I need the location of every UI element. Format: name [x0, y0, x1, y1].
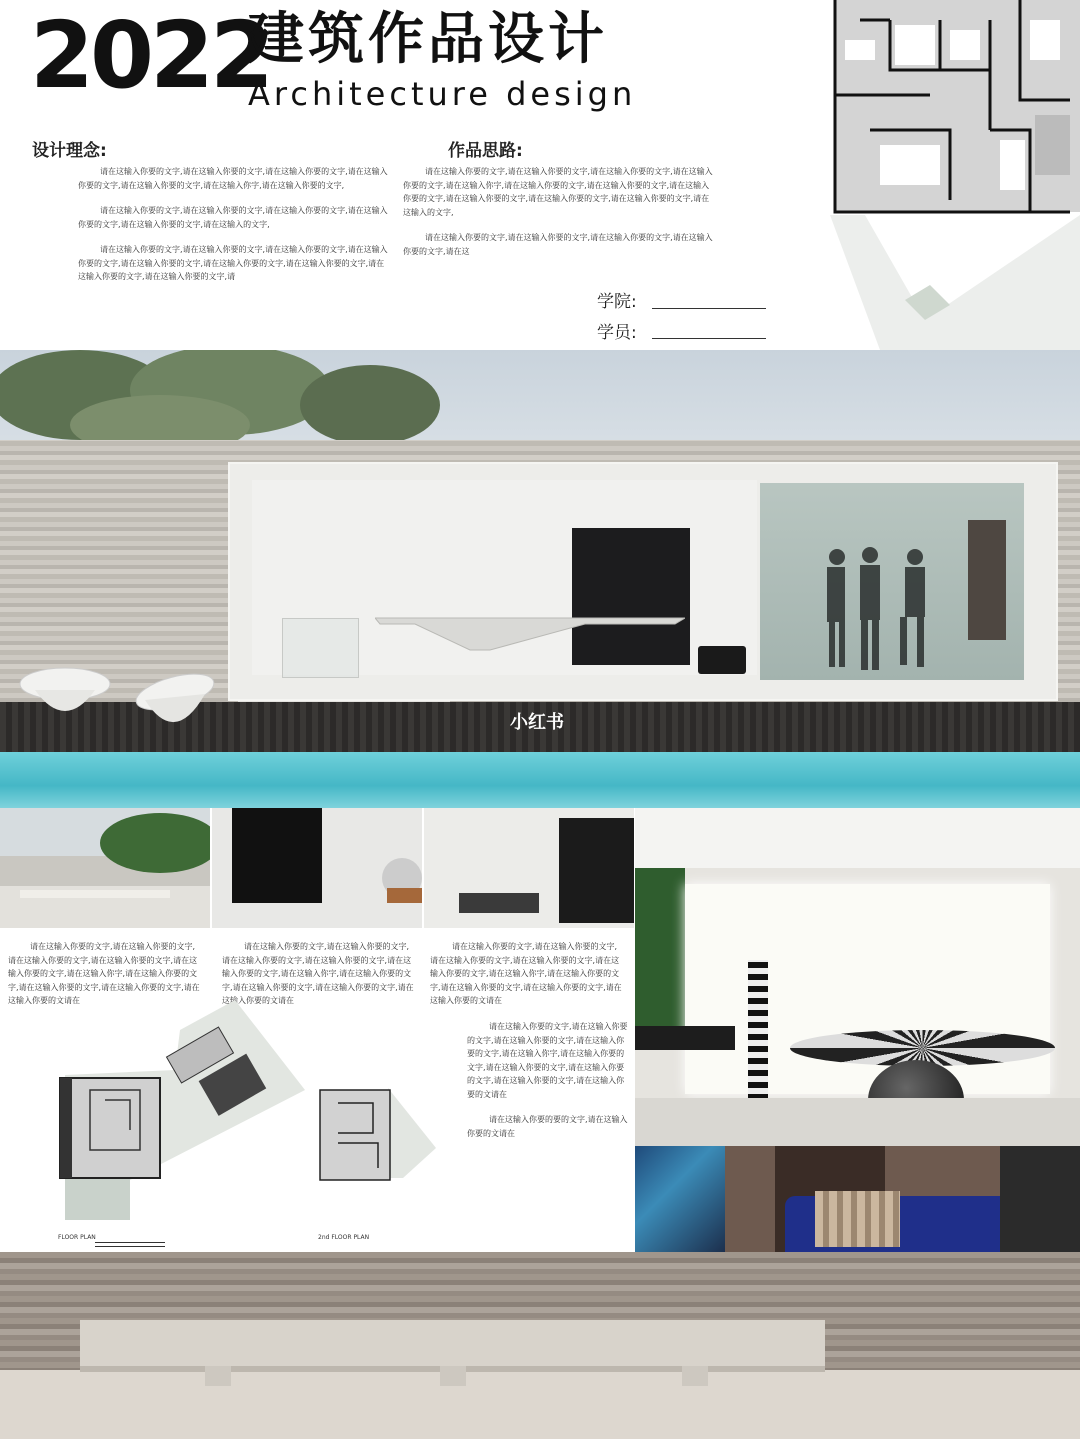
- student-label: 学员:: [597, 323, 637, 343]
- people-silhouettes: [815, 545, 945, 675]
- stone-bench: [80, 1320, 825, 1372]
- concept-paragraph: 请在这输入你要的文字,请在这输入你要的文字,请在这输入你要的文字,请在这输入你要的文字,请在这输入你要的文字,请在这输入的文字,: [78, 206, 388, 229]
- title-english: Architecture design: [248, 75, 637, 113]
- ceiling: [635, 808, 1080, 868]
- plan-note: 请在这输入你要的要的文字,请在这输入你要的文请在: [467, 1115, 628, 1138]
- hero-photo: [0, 350, 1080, 808]
- floor-plan-label: FLOOR PLAN: [58, 1234, 96, 1241]
- bench-leg: [440, 1366, 466, 1386]
- dark-column: [559, 818, 634, 923]
- dark-wall-block: [232, 808, 322, 903]
- ideas-paragraph: 请在这输入你要的文字,请在这输入你要的文字,请在这输入你要的文字,请在这输入你要的文字,请在这: [403, 233, 713, 256]
- caption-1: [8, 940, 203, 1008]
- photo-living: [635, 1146, 1080, 1252]
- bench-leg: [205, 1366, 231, 1386]
- concept-heading: 设计理念:: [32, 141, 107, 161]
- year-title: 2022: [30, 2, 271, 109]
- shelving: [1000, 1146, 1080, 1252]
- floor-plan-second: [318, 1088, 438, 1183]
- sculptural-table: [375, 610, 685, 655]
- abstract-painting: [635, 1146, 725, 1252]
- thumb-exterior-art: [0, 808, 210, 928]
- leather-sofa: [387, 888, 422, 903]
- floor-plan-top-image: [830, 0, 1080, 350]
- watermark: 小红书: [510, 712, 564, 733]
- scale-bar: [95, 1242, 165, 1247]
- floor-plan-ground: [50, 1000, 310, 1220]
- striped-chair: [748, 960, 768, 1100]
- spun-chairs: [10, 662, 230, 742]
- caption-3-text: 请在这输入你要的文字,请在这输入你要的文字,请在这输入你要的文字,请在这输入你要的文字,请在这输入你要的文字,请在这输入你字,请在这输入你要的文字,请在这输入你要的文字,请在这输入你要的文字,请在这输入你要的文请在: [430, 942, 622, 1005]
- concept-paragraph: 请在这输入你要的文字,请在这输入你要的文字,请在这输入你要的文字,请在这输入你要的文字,请在这输入你要的文字,请在这输入你要的文字,请在这输入你要的文字,请在这输入你要的文字,请在这输入你要的文字,请: [78, 245, 388, 281]
- plan-note: 请在这输入你要的文字,请在这输入你要的文字,请在这输入你要的文字,请在这输入你要的文字,请在这输入你字,请在这输入你要的文字,请在这输入你要的文字,请在这输入你要的文字,请在这输入你要的文字,请在这输入你要的文请在: [467, 1022, 628, 1099]
- thumb-lounge: [424, 808, 634, 928]
- college-label: 学院:: [597, 292, 637, 312]
- speaker: [698, 646, 746, 674]
- stone-floor: [0, 1370, 1080, 1439]
- caption-3: [430, 940, 625, 1008]
- thumb-exterior: [0, 808, 210, 928]
- bench-leg: [682, 1366, 708, 1386]
- swimming-pool: [0, 752, 1080, 808]
- caption-2: [222, 940, 417, 1008]
- concept-text: [78, 165, 388, 296]
- college-input-line[interactable]: [652, 292, 766, 309]
- caption-2-text: 请在这输入你要的文字,请在这输入你要的文字,请在这输入你要的文字,请在这输入你要的文字,请在这输入你要的文字,请在这输入你字,请在这输入你要的文字,请在这输入你要的文字,请在这输入你要的文字,请在这输入你要的文请在: [222, 942, 414, 1005]
- second-floor-plan-label: 2nd FLOOR PLAN: [318, 1234, 370, 1241]
- photo-dining: [635, 808, 1080, 1146]
- wall-art: [968, 520, 1006, 640]
- student-input-line[interactable]: [652, 322, 766, 339]
- plan-notes: [467, 1020, 632, 1140]
- garden-view: [635, 868, 685, 1028]
- glass-cube: [282, 618, 359, 678]
- floating-shelf: [635, 1026, 735, 1050]
- fur-bench: [815, 1191, 900, 1247]
- title-chinese: 建筑作品设计: [248, 7, 608, 72]
- sofa: [459, 893, 539, 913]
- ideas-heading: 作品思路:: [448, 141, 523, 161]
- ideas-text: [403, 165, 713, 270]
- floor: [635, 1098, 1080, 1146]
- ideas-paragraph: 请在这输入你要的文字,请在这输入你要的文字,请在这输入你要的文字,请在这输入你要的文字,请在这输入你字,请在这输入你要的文字,请在这输入你要的文字,请在这输入你要的文字,请在这输入你要的文字,请在这输入你要的文字,请在这输入你要的文字,请在这输入的文字,: [403, 167, 713, 217]
- concept-paragraph: 请在这输入你要的文字,请在这输入你要的文字,请在这输入你要的文字,请在这输入你要的文字,请在这输入你要的文字,请在这输入你字,请在这输入你要的文字,: [78, 167, 388, 190]
- caption-1-text: 请在这输入你要的文字,请在这输入你要的文字,请在这输入你要的文字,请在这输入你要的文字,请在这输入你要的文字,请在这输入你字,请在这输入你要的文字,请在这输入你要的文字,请在这输入你要的文字,请在这输入你要的文请在: [8, 942, 200, 1005]
- thumb-living-room: [212, 808, 422, 928]
